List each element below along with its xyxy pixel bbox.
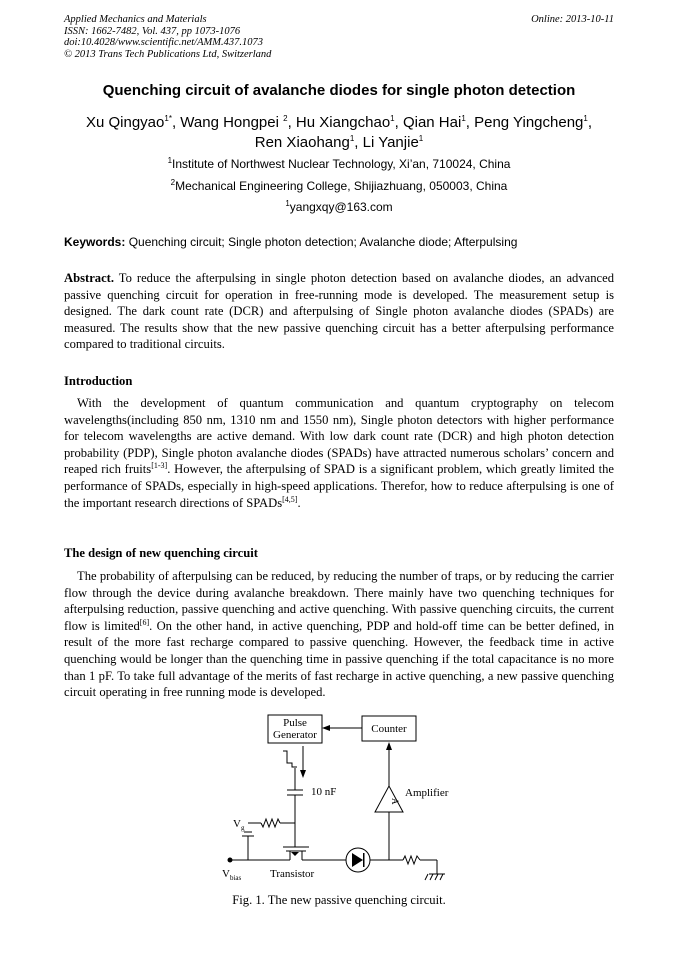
abstract-label: Abstract.	[64, 271, 115, 285]
online-date: Online: 2013-10-11	[531, 14, 614, 25]
vbias-label: $V_{bias}$	[222, 868, 242, 882]
author: Peng Yingcheng$^1$	[474, 114, 588, 131]
author: Xu Qingyao$^{1*}$	[85, 114, 172, 131]
copyright: © 2013 Trans Tech Publications Ltd, Switzerland	[64, 48, 272, 60]
section-heading-design: The design of new quenching circuit	[64, 546, 258, 560]
affiliation: $^2$Mechanical Engineering College, Shijiazhuang, 050003, China	[170, 178, 508, 193]
keywords-text: Quenching circuit; Single photon detection; Avalanche diode; Afterpulsing	[128, 235, 518, 249]
transistor-label: Transistor	[270, 868, 315, 880]
section-heading-introduction: Introduction	[64, 374, 133, 388]
affiliation: $^1$Institute of Northwest Nuclear Technology, Xi’an, 710024, China	[167, 156, 511, 171]
figure-caption: Fig. 1. The new passive quenching circuit.	[232, 893, 446, 907]
paper-title: Quenching circuit of avalanche diodes for single photon detection	[102, 82, 576, 99]
author: Li Yanjie$^1$	[362, 134, 424, 151]
author: Ren Xiaohang$^1$	[254, 134, 355, 151]
keywords-label: Keywords:	[64, 235, 126, 249]
amplifier-label: Amplifier	[405, 787, 449, 799]
author: Hu Xiangchao$^1$	[295, 114, 395, 131]
counter-label: Counter	[371, 723, 407, 735]
design-paragraph: The probability of afterpulsing can be reduced, by reducing the number of traps, or by reducing the carrier flow through the device during avalanche breakdown. There mainly have two quenching techniques for afterpulsing reduction, passive quenching and active quenching. With passive quenching circuits, the current flow is limited[6]. On the other hand, in active quenching, PDP and hold-off time can be better defined, in result of the more fast recharge compared to passive quenching. However, the feedback time in active quenching would be longer than the quenching time in passive quenching if the total capacitance is no more than 1 pF. To take full advantage of the merits of fast recharge in active quenching, a new passive quenching circuit operating in free running mode is developed.	[64, 569, 614, 700]
author: Qian Hai$^1$	[402, 114, 466, 131]
pulse-generator-label: Generator	[273, 729, 317, 741]
journal-name: Applied Mechanics and Materials	[64, 14, 207, 25]
author-list: Xu Qingyao$^{1*}$, Wang Hongpei $^2$, Hu Xiangchao$^1$, Qian Hai$^1$, Peng Yingcheng$^1$, Ren Xiaohang$^1$, Li Yanjie$^1$	[85, 114, 592, 151]
citation[interactable]: [4,5]	[282, 494, 298, 504]
amplifier-glyph: A	[390, 798, 400, 805]
email[interactable]: $^1$yangxqy@163.com	[285, 199, 393, 214]
issn: ISSN: 1662-7482, Vol. 437, pp 1073-1076	[64, 25, 241, 37]
introduction-paragraph: With the development of quantum communication and quantum cryptography on telecom wavelengths(including 850 nm, 1310 nm and 1550 nm), Single photon detectors with higher performance for telecom wavelengths are active demand. With low dark count rate (DCR) and high photon detection probability (PDP), Single photon avalanche diodes (SPADs) have attracted numerous scholars’ concern and reaped rich fruits[1-3]. However, the afterpulsing of SPAD is a significant problem, which greatly limited the performance of SPADs, especially in high-speed applications. Therefor, how to reduce afterpulsing is one of the important research directions of SPADs[4,5].	[64, 396, 614, 510]
vg-label: $V_g$	[233, 818, 245, 832]
doi[interactable]: doi:10.4028/www.scientific.net/AMM.437.1073	[64, 37, 263, 48]
citation[interactable]: [6]	[139, 617, 150, 627]
author: Wang Hongpei $^2$	[180, 114, 288, 131]
pulse-generator-label: Pulse	[283, 717, 307, 729]
abstract-text: To reduce the afterpulsing in single photon detection based on avalanche diodes, an advanced passive quenching circuit for operation in free-running mode is developed. The measurement setup is designed. The dark count rate (DCR) and afterpulsing of Single photon avalanche diodes (SPADs) are measured. The results show that the new passive quenching circuit has a better afterpulsing performance compared to traditional circuits.	[64, 271, 614, 352]
capacitor-label: 10 nF	[311, 786, 337, 798]
citation[interactable]: [1-3]	[151, 461, 168, 471]
